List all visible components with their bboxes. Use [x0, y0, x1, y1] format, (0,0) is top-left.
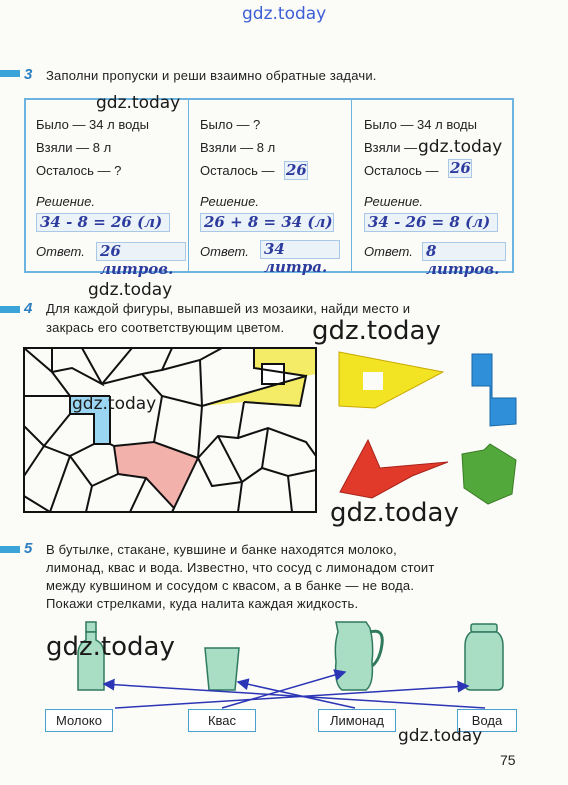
- label-kvass[interactable]: Квас: [188, 709, 256, 732]
- watermark: gdz.today: [96, 93, 181, 113]
- task5-text-line-2: лимонад, квас и вода. Известно, что сосуд с лимонадом стоит: [46, 560, 435, 575]
- watermark: gdz.today: [312, 316, 441, 346]
- watermark: gdz.today: [88, 280, 173, 300]
- answer-text: 34 литра.: [264, 240, 328, 276]
- label-lemonade[interactable]: Лимонад: [318, 709, 396, 732]
- arrow-lines: [104, 672, 485, 708]
- solution-label: Решение.: [36, 194, 96, 209]
- solution-text: 34 - 26 = 8 (л): [368, 213, 491, 231]
- task3-prompt: Заполни пропуски и реши взаимно обратные задачи.: [46, 68, 377, 83]
- task4-prompt-line-2: закрась его соответствующим цветом.: [46, 320, 285, 335]
- answer-label: Ответ.: [200, 244, 249, 259]
- label-water[interactable]: Вода: [457, 709, 517, 732]
- cell-line-3: Осталось —: [364, 163, 439, 178]
- task3-number: 3: [24, 66, 33, 83]
- cell-line-1: Было — 34 л воды: [36, 117, 149, 132]
- watermark: gdz.today: [72, 394, 157, 414]
- watermark: gdz.today: [46, 632, 175, 662]
- label-milk[interactable]: Молоко: [45, 709, 113, 732]
- watermark: gdz.today: [330, 498, 459, 528]
- solution-label: Решение.: [364, 194, 424, 209]
- task5-text-line-1: В бутылке, стакане, кувшине и банке находятся молоко,: [46, 542, 397, 557]
- watermark: gdz.today: [418, 137, 503, 157]
- solution-text: 34 - 8 = 26 (л): [40, 213, 163, 231]
- task5-number: 5: [24, 540, 33, 557]
- cell-line-1: Было — 34 л воды: [364, 117, 477, 132]
- solution-label: Решение.: [200, 194, 260, 209]
- watermark: gdz.today: [398, 726, 483, 746]
- fill-in-value: 26: [286, 161, 307, 179]
- fill-in-value: 26: [450, 159, 471, 177]
- answer-label: Ответ.: [36, 244, 85, 259]
- cell-line-3: Осталось —: [200, 163, 275, 178]
- cell-line-1: Было — ?: [200, 117, 261, 132]
- task4-prompt-line-1: Для каждой фигуры, выпавшей из мозаики, найди место и: [46, 301, 411, 316]
- cell-line-3: Осталось — ?: [36, 163, 122, 178]
- cell-line-2: Взяли —: [364, 140, 418, 155]
- watermark-top: gdz.today: [242, 4, 327, 24]
- task4-number: 4: [24, 300, 33, 317]
- task5-text-line-3: между кувшином и сосудом с квасом, а в банке — не вода.: [46, 578, 415, 593]
- answer-label: Ответ.: [364, 244, 413, 259]
- page-number: 75: [500, 752, 516, 768]
- answer-text: 8 литров.: [426, 242, 500, 278]
- cell-line-2: Взяли — 8 л: [36, 140, 112, 155]
- answer-text: 26 литров.: [100, 242, 174, 278]
- solution-text: 26 + 8 = 34 (л): [204, 213, 333, 231]
- cell-line-2: Взяли — 8 л: [200, 140, 276, 155]
- task5-text-line-4: Покажи стрелками, куда налита каждая жидкость.: [46, 596, 359, 611]
